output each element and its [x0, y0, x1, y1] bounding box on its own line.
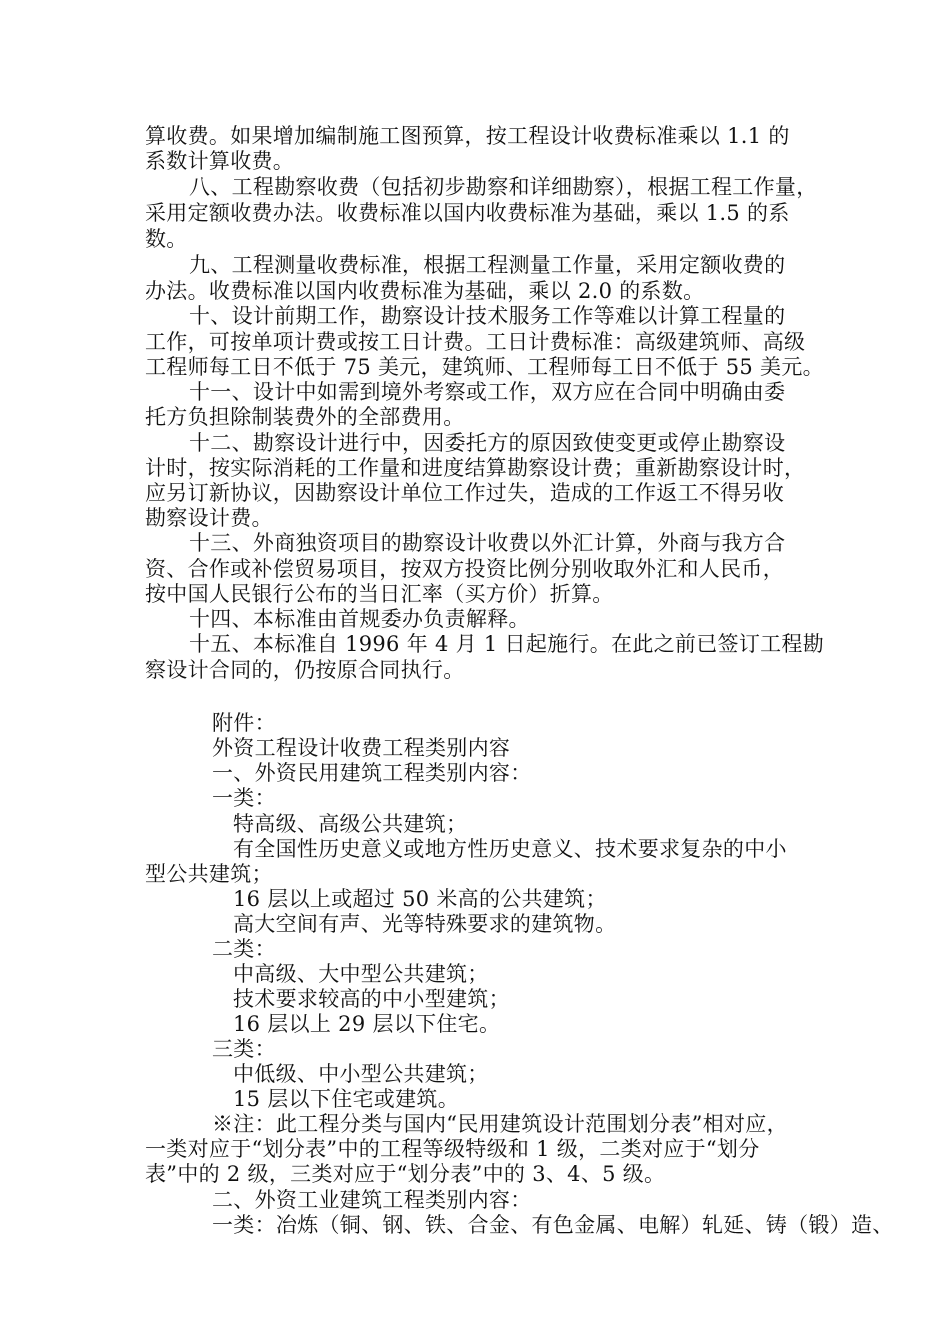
text-line: 一、外资民用建筑工程类别内容： [212, 761, 532, 785]
text-line: 一类：冶炼（铜、钢、铁、合金、有色金属、电解）轧延、铸（锻）造、 [212, 1213, 894, 1237]
text-line: 特高级、高级公共建筑； [233, 812, 468, 836]
text-line: ※注：此工程分类与国内“民用建筑设计范围划分表”相对应， [212, 1112, 788, 1136]
text-line: 十一、设计中如需到境外考察或工作，双方应在合同中明确由委 [189, 380, 786, 404]
text-line: 应另订新协议，因勘察设计单位工作过失，造成的工作返工不得另收 [145, 481, 784, 505]
text-line: 三类： [212, 1037, 276, 1061]
text-line: 一类对应于“划分表”中的工程等级特级和 1 级，二类对应于“划分 [145, 1137, 760, 1161]
text-line: 二、外资工业建筑工程类别内容： [212, 1188, 532, 1212]
text-line: 采用定额收费办法。收费标准以国内收费标准为基础，乘以 1.5 的系 [145, 201, 790, 225]
text-line: 按中国人民银行公布的当日汇率（买方价）折算。 [145, 582, 614, 606]
text-line: 十三、外商独资项目的勘察设计收费以外汇计算，外商与我方合 [189, 531, 786, 555]
text-line: 一类： [212, 786, 276, 810]
text-line: 十四、本标准由首规委办负责解释。 [189, 607, 530, 631]
text-line: 中高级、大中型公共建筑； [233, 962, 489, 986]
text-line: 计时，按实际消耗的工作量和进度结算勘察设计费；重新勘察设计时， [145, 456, 806, 480]
text-line: 中低级、中小型公共建筑； [233, 1062, 489, 1086]
text-line: 16 层以上或超过 50 米高的公共建筑； [233, 887, 607, 911]
text-line: 十二、勘察设计进行中，因委托方的原因致使变更或停止勘察设 [189, 431, 786, 455]
text-line: 资、合作或补偿贸易项目，按双方投资比例分别收取外汇和人民币， [145, 557, 784, 581]
text-line: 表”中的 2 级，三类对应于“划分表”中的 3、4、5 级。 [145, 1162, 666, 1186]
text-line: 高大空间有声、光等特殊要求的建筑物。 [233, 912, 617, 936]
text-line: 技术要求较高的中小型建筑； [233, 987, 510, 1011]
text-line: 工程师每工日不低于 75 美元，建筑师、工程师每工日不低于 55 美元。 [145, 355, 824, 379]
text-line: 勘察设计费。 [145, 506, 273, 530]
text-line: 型公共建筑； [145, 862, 273, 886]
text-line: 察设计合同的，仍按原合同执行。 [145, 658, 465, 682]
text-line: 算收费。如果增加编制施工图预算，按工程设计收费标准乘以 1.1 的 [145, 124, 790, 148]
text-line: 附件： [212, 711, 276, 735]
text-line: 工作，可按单项计费或按工日计费。工日计费标准：高级建筑师、高级 [145, 330, 806, 354]
text-line: 托方负担除制装费外的全部费用。 [145, 405, 465, 429]
text-line: 十、设计前期工作，勘察设计技术服务工作等难以计算工程量的 [189, 304, 786, 328]
text-line: 15 层以下住宅或建筑。 [233, 1087, 459, 1111]
text-line: 办法。收费标准以国内收费标准为基础，乘以 2.0 的系数。 [145, 279, 705, 303]
text-line: 二类： [212, 937, 276, 961]
text-line: 外资工程设计收费工程类别内容 [212, 736, 511, 760]
text-line: 有全国性历史意义或地方性历史意义、技术要求复杂的中小 [233, 837, 787, 861]
text-line: 十五、本标准自 1996 年 4 月 1 日起施行。在此之前已签订工程勘 [189, 632, 825, 656]
text-line: 八、工程勘察收费（包括初步勘察和详细勘察），根据工程工作量， [189, 175, 818, 199]
text-line: 九、工程测量收费标准，根据工程测量工作量，采用定额收费的 [189, 253, 786, 277]
text-line: 系数计算收费。 [145, 149, 295, 173]
text-line: 16 层以上 29 层以下住宅。 [233, 1012, 501, 1036]
text-line: 数。 [145, 227, 188, 251]
